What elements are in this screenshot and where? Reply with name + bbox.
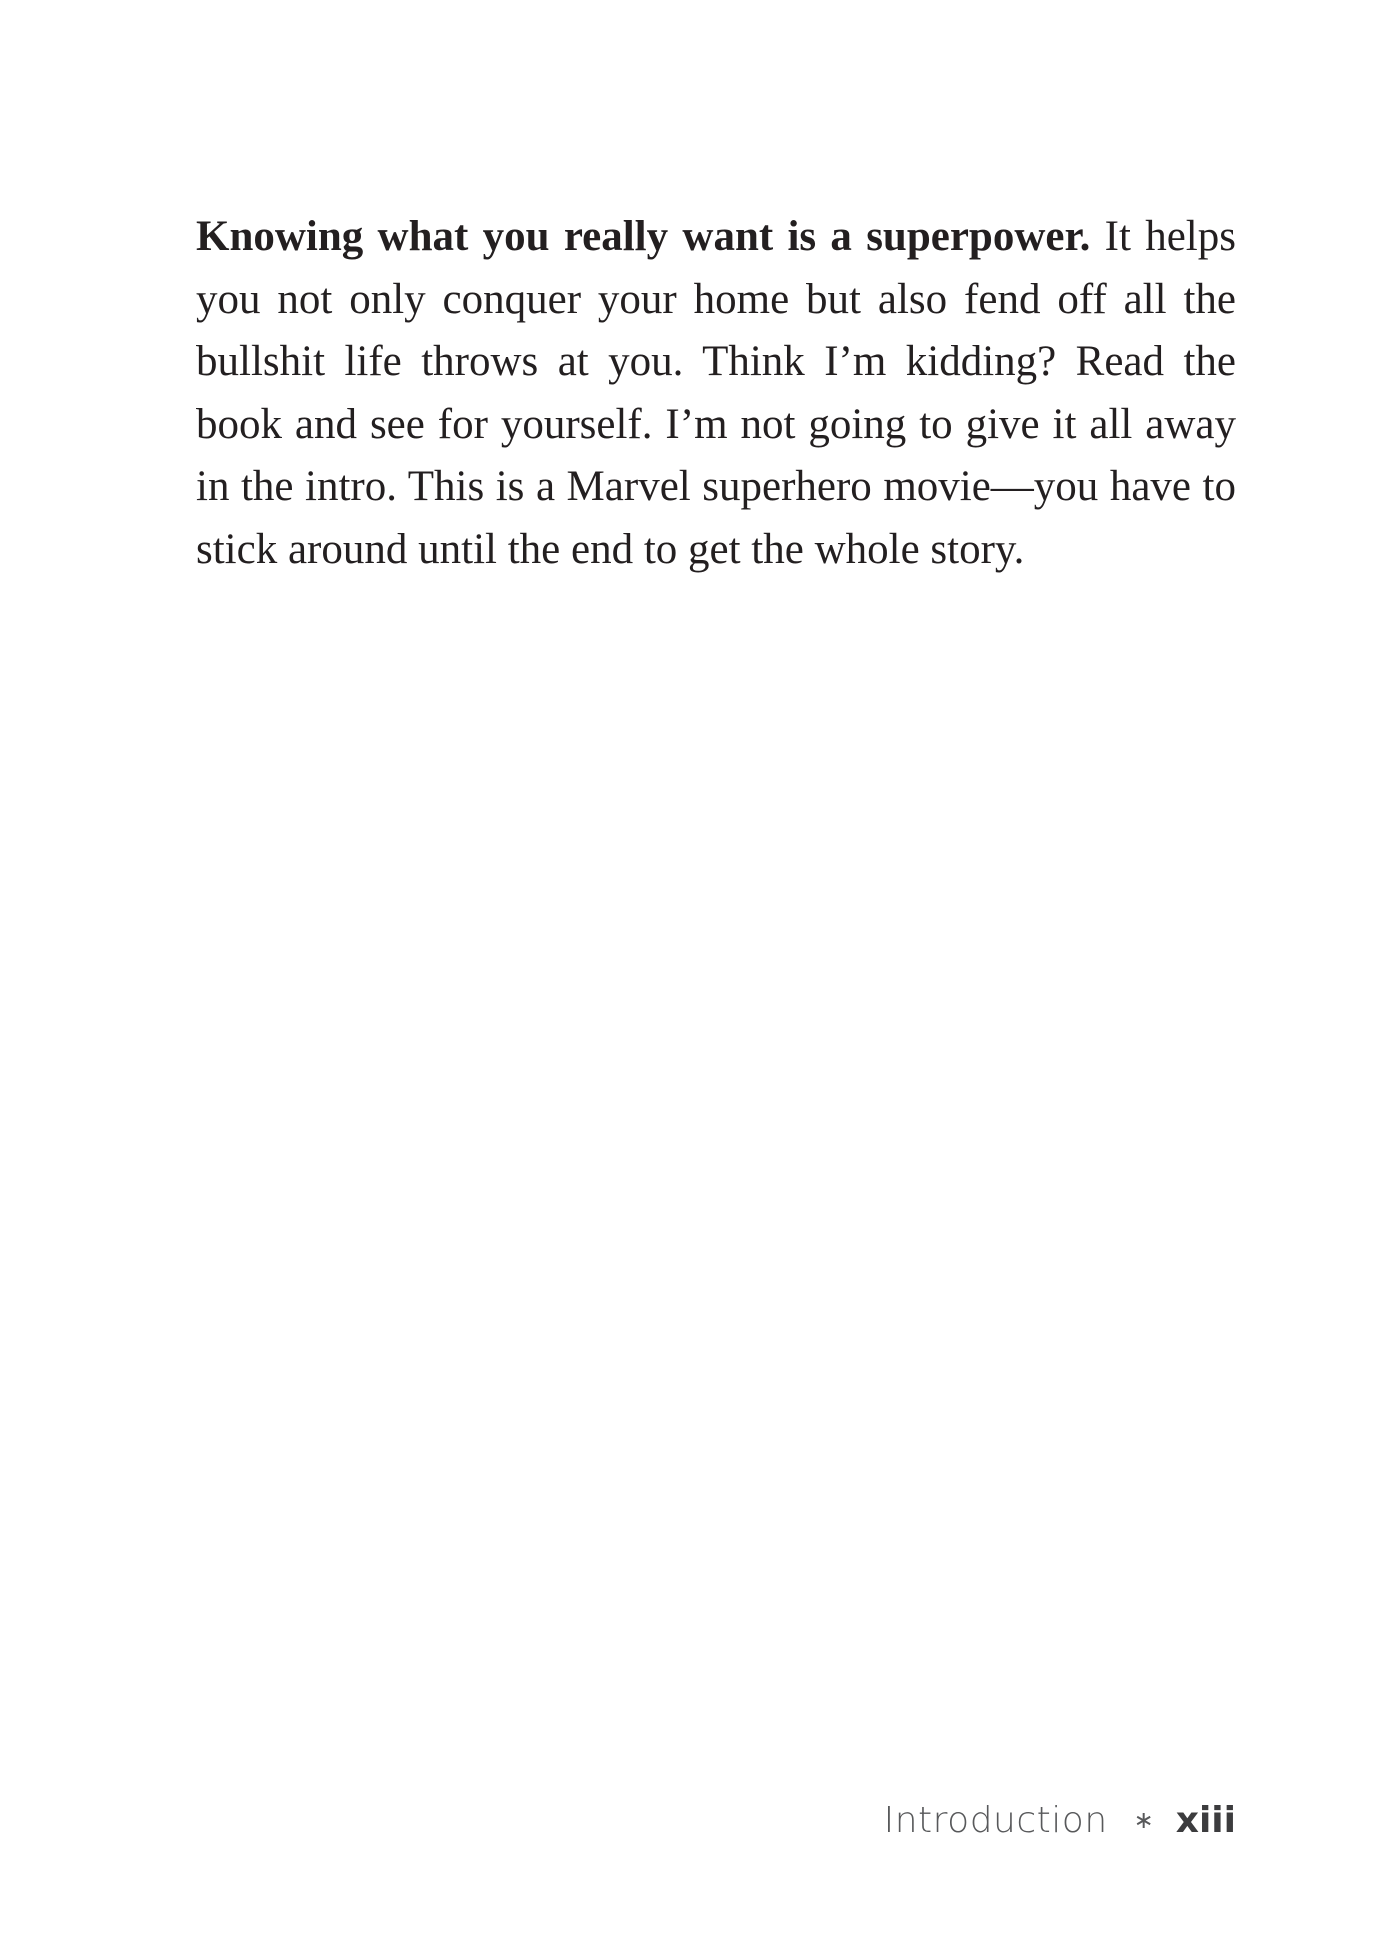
- body-paragraph: [196, 206, 1236, 581]
- paragraph-text: It helps you not only conquer your home but also fend off all the bullshit life throws at you. Think I’m kidding? Read the book and see for yourself. I’m not going to give it all away in the intro. This is a Marvel superhero movie—you have to stick around until the end to get the whole story.: [196, 213, 1236, 573]
- asterisk-separator-icon: ∗: [1133, 1806, 1154, 1834]
- section-title: Introduction: [883, 1800, 1108, 1841]
- page-number: xiii: [1175, 1800, 1236, 1841]
- running-footer: [884, 1800, 1236, 1841]
- lead-sentence: Knowing what you really want is a superpower.: [196, 213, 1091, 260]
